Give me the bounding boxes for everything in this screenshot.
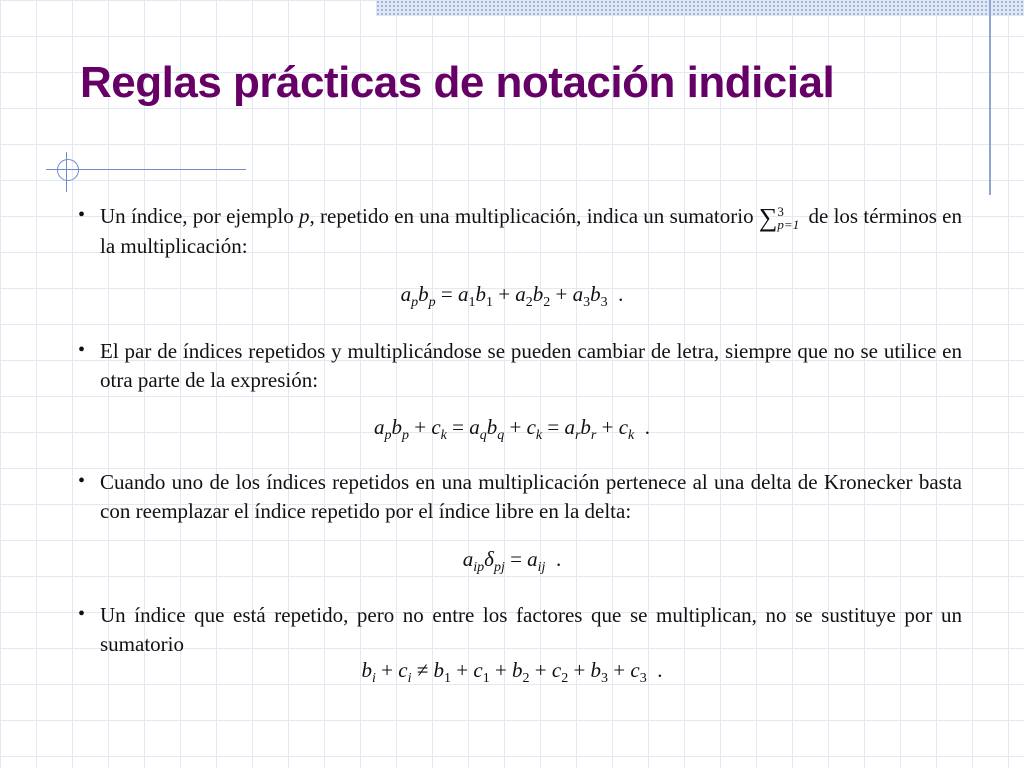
- bullet-1: [78, 202, 962, 261]
- bullet-2-text: El par de índices repetidos y multiplicándose se pueden cambiar de letra, siempre que no se utilice en otra parte de la expresión:: [100, 339, 962, 392]
- bullet-dot: •: [78, 339, 86, 361]
- bullet-4-text: Un índice que está repetido, pero no entre los factores que se multiplican, no se sustituye por un sumatorio: [100, 603, 962, 656]
- formula-4: $b_i + c_i \ne b_1 + c_1 + b_2 + c_2 + b_3 + c_3$ .: [361, 658, 663, 686]
- bullet-1-text-c: de los términos en la multiplicación:: [100, 204, 962, 258]
- bullet-4: [78, 601, 962, 659]
- sum-upper: 3: [777, 204, 784, 219]
- bullet-dot: •: [78, 603, 86, 625]
- bullet-3-text: Cuando uno de los índices repetidos en una multiplicación pertenece al una delta de Kronecker basta con reemplazar el índice repetido por el índice libre en la delta:: [100, 470, 962, 523]
- slide-title: Reglas prácticas de notación indicial: [80, 58, 835, 107]
- formula-2: $a_pb_p + c_k = a_qb_q + c_k = a_rb_r + c_k$ .: [373, 415, 650, 443]
- formula-3: $a_{ip}\delta_{pj} = a_{ij}$ .: [462, 547, 562, 575]
- bullet-3: [78, 468, 962, 526]
- bullet-1-text-a: Un índice, por ejemplo: [100, 204, 300, 228]
- bullet-1-var: p: [299, 204, 310, 228]
- bullet-1-text-b: , repetido en una multiplicación, indica un sumatorio: [309, 204, 759, 228]
- bullet-2: [78, 337, 962, 395]
- formula-1: $a_pb_p = a_1b_1 + a_2b_2 + a_3b_3$ .: [400, 282, 624, 310]
- sum-limits: [777, 205, 799, 231]
- sum-symbol: ∑: [758, 203, 778, 232]
- bullet-dot: •: [78, 204, 86, 226]
- sum-lower: p=1: [777, 217, 800, 232]
- bullet-dot: •: [78, 470, 86, 492]
